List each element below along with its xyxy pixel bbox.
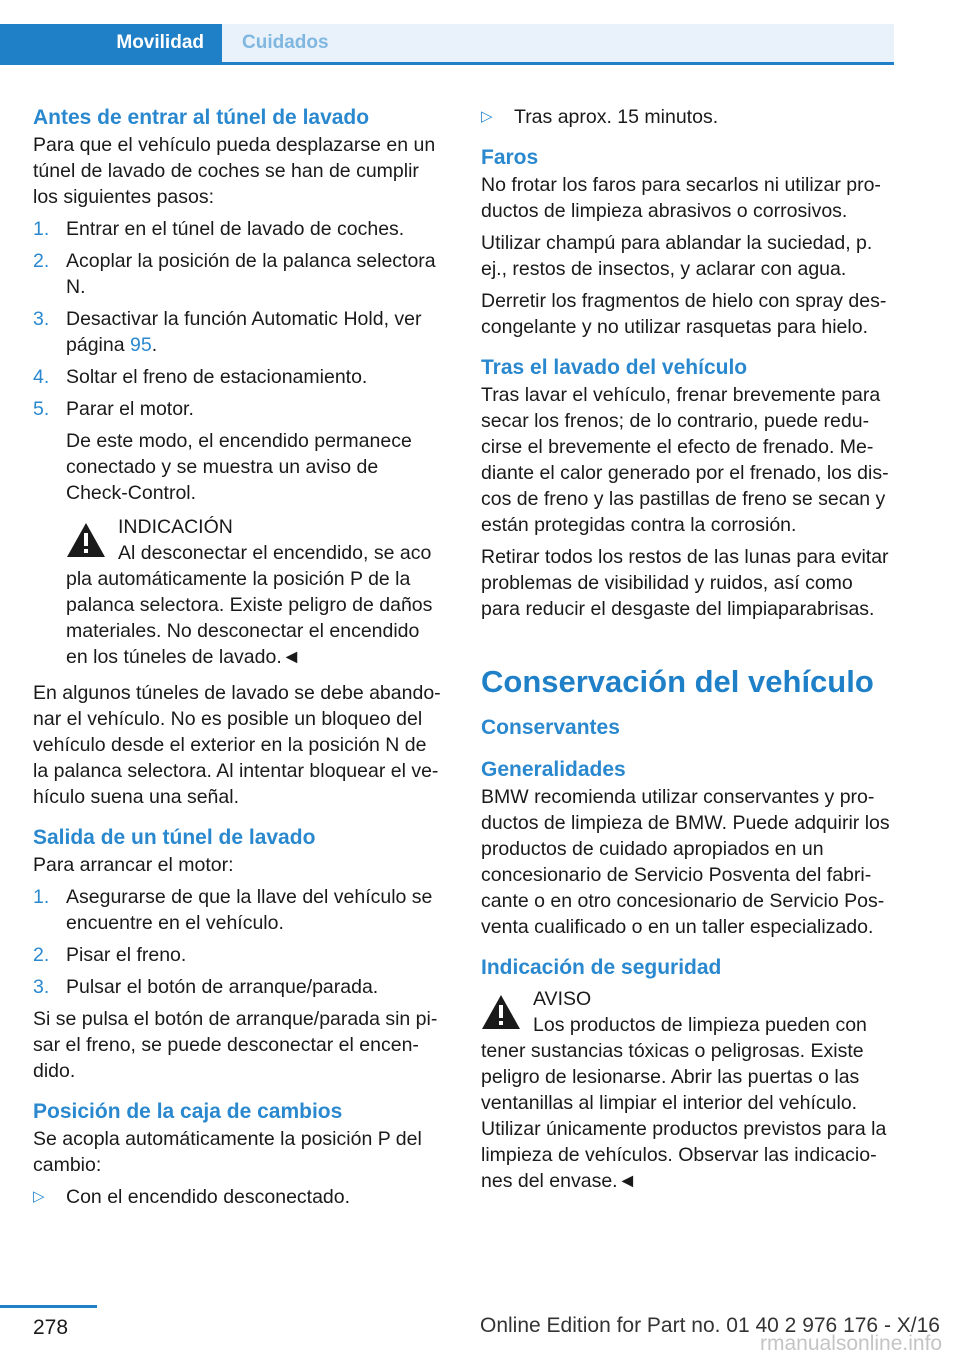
heading-conservacion: Conservación del vehículo xyxy=(481,664,874,699)
posicion-bullets-cont xyxy=(481,104,895,130)
arrancar-paragraph: Para arrancar el motor: xyxy=(33,854,234,876)
heading-faros: Faros xyxy=(481,146,539,169)
step-number: 1. xyxy=(33,218,50,240)
step5-detail: De este modo, el encendido permanece conectado y se muestra un aviso de Check-Control. xyxy=(66,430,412,504)
heading-salida-tunel: Salida de un túnel de lavado xyxy=(33,826,316,849)
note-title: INDICACIÓN xyxy=(118,516,233,538)
step-text: Acoplar la posición de la palanca selectora N. xyxy=(66,250,436,298)
step-number: 5. xyxy=(33,398,50,420)
right-column xyxy=(481,100,895,1204)
step-number: 2. xyxy=(33,944,50,966)
warning-triangle-icon xyxy=(481,994,521,1030)
edition-text: Online Edition for Part no. 01 40 2 976 176 - X/16 xyxy=(480,1314,940,1337)
heading-antes-tunel: Antes de entrar al túnel de lavado xyxy=(33,106,370,129)
posicion-paragraph: Se acopla automáticamente la posición P del cambio: xyxy=(33,1128,422,1176)
step-text: Desactivar la función Automatic Hold, ver página xyxy=(66,308,422,356)
faros-paragraph-1: No frotar los faros para secarlos ni utilizar productos de limpieza abrasivos o corrosivos. xyxy=(481,174,881,222)
tras-paragraph-1: Tras lavar el vehículo, frenar brevemente para secar los frenos; de lo contrario, puede reducirse el brevemente el efecto de frenado. Mediante el calor generado por el frenado, los discos de freno y las pastillas de freno se secan y están protegidas contra la corrosión. xyxy=(481,384,889,536)
list-item xyxy=(33,1184,443,1210)
step-number: 3. xyxy=(33,308,50,330)
step-number: 4. xyxy=(33,366,50,388)
list-item xyxy=(33,248,443,300)
list-item xyxy=(481,104,895,130)
list-item xyxy=(33,306,443,358)
footer-rule xyxy=(0,1305,97,1308)
triangle-bullet-icon: ▷ xyxy=(33,1188,45,1205)
list-item xyxy=(33,216,443,242)
bmw-paragraph: BMW recomienda utilizar conservantes y productos de limpieza de BMW. Puede adquirir los productos de cuidado apropiados en un concesionario de Servicio Posventa del fabricante o en otro concesionario de Servicio Posventa cualificado o en un taller especializado. xyxy=(481,786,890,938)
step-number: 3. xyxy=(33,976,50,998)
tab-cuidados[interactable]: Cuidados xyxy=(222,24,894,62)
heading-tras-lavado: Tras el lavado del vehículo xyxy=(481,356,748,379)
step-text: Pulsar el botón de arranque/parada. xyxy=(66,976,379,998)
step-text: Soltar el freno de estacionamiento. xyxy=(66,366,368,388)
faros-paragraph-3: Derretir los fragmentos de hielo con spray descongelante y no utilizar rasquetas para hielo. xyxy=(481,290,887,338)
aviso-first-line: Los productos de limpieza pueden con xyxy=(533,1014,867,1036)
heading-generalidades: Generalidades xyxy=(481,758,626,781)
watermark: rmanualsonline.info xyxy=(760,1332,943,1355)
step-text-tail: . xyxy=(151,334,158,356)
step-number: 2. xyxy=(33,250,50,272)
list-item xyxy=(33,942,443,968)
note-first-line: Al desconectar el encendido, se aco xyxy=(118,542,432,564)
step-text: Entrar en el túnel de lavado de coches. xyxy=(66,218,405,240)
indicacion-note xyxy=(66,514,443,670)
heading-posicion-caja: Posición de la caja de cambios xyxy=(33,1100,343,1123)
list-item xyxy=(33,884,443,936)
aviso-note xyxy=(481,986,895,1194)
warning-triangle-icon xyxy=(66,522,106,558)
aviso-title: AVISO xyxy=(533,988,592,1010)
page-link-95[interactable]: 95 xyxy=(129,334,152,356)
list-item xyxy=(33,364,443,390)
triangle-bullet-icon: ▷ xyxy=(481,108,493,125)
tuneles-paragraph: En algunos túneles de lavado se debe abandonar el vehículo. No es posible un bloqueo del vehículo desde el exterior en la posición N de la palanca selectora. Al intentar bloquear el vehículo suena una señal. xyxy=(33,682,441,808)
step-number: 1. xyxy=(33,886,50,908)
chapter-tabs xyxy=(0,24,894,65)
heading-indicacion-seguridad: Indicación de seguridad xyxy=(481,956,722,979)
intro-paragraph: Para que el vehículo pueda desplazarse en un túnel de lavado de coches se han de cumplir los siguientes pasos: xyxy=(33,134,436,208)
list-item xyxy=(33,974,443,1000)
faros-paragraph-2: Utilizar champú para ablandar la suciedad, p. ej., restos de insectos, y aclarar con agua. xyxy=(481,232,873,280)
entry-steps-list xyxy=(33,216,443,670)
posicion-bullets xyxy=(33,1184,443,1210)
tras-paragraph-2: Retirar todos los restos de las lunas para evitar problemas de visibilidad y ruidos, así como para reducir el desgaste del limpiaparabrisas. xyxy=(481,546,889,620)
exit-steps-list xyxy=(33,884,443,1000)
bullet-text: Con el encendido desconectado. xyxy=(66,1186,351,1208)
page-number: 278 xyxy=(33,1316,69,1339)
step-text: Asegurarse de que la llave del vehículo se encuentre en el vehículo. xyxy=(66,886,433,934)
aviso-body: tener sustancias tóxicas o peligrosas. Existe peligro de lesionarse. Abrir las puertas o las ventanillas al limpiar el interior del vehículo. Utilizar únicamente productos previstos para la limpieza de vehículos. Observar las indicaciones del envase.◄ xyxy=(481,1040,887,1192)
left-column xyxy=(33,100,443,1216)
step-text: Parar el motor. xyxy=(66,398,194,420)
sinpisar-paragraph: Si se pulsa el botón de arranque/parada sin pisar el freno, se puede desconectar el encendido. xyxy=(33,1008,438,1082)
list-item xyxy=(33,396,443,670)
bullet-text: Tras aprox. 15 minutos. xyxy=(514,106,719,128)
heading-conservantes: Conservantes xyxy=(481,716,620,739)
tab-movilidad[interactable]: Movilidad xyxy=(0,24,222,62)
note-body: pla automáticamente la posición P de la palanca selectora. Existe peligro de daños materiales. No desconectar el encendido en los túneles de lavado.◄ xyxy=(66,568,433,668)
step-text: Pisar el freno. xyxy=(66,944,187,966)
